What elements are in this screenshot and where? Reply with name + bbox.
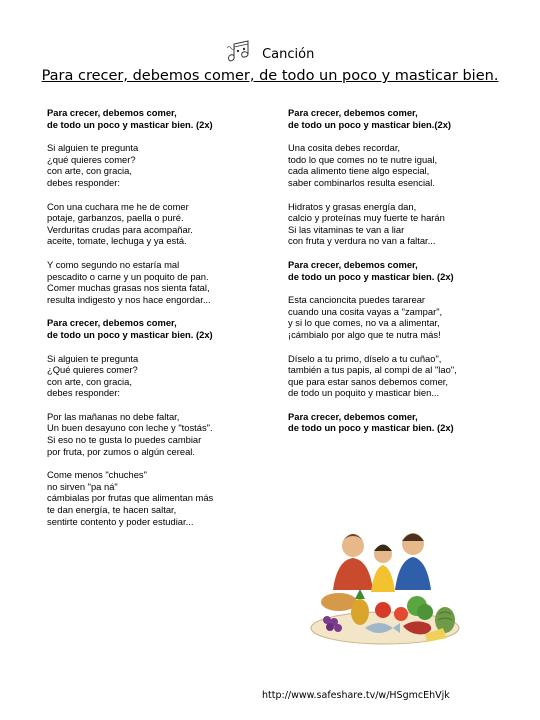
lyric-line: Para crecer, debemos comer, bbox=[47, 107, 177, 118]
lyric-line: ¿Qué quieres comer? bbox=[47, 364, 138, 376]
lyric-line: no sirven "pa ná" bbox=[47, 480, 118, 492]
lyric-line: que para estar sanos debemos comer, bbox=[288, 375, 448, 387]
lyric-line: de todo un poquito y masticar bien... bbox=[288, 387, 440, 399]
lyric-line: Si alguien te pregunta bbox=[47, 352, 139, 364]
lyric-line: Esta cancioncita puedes tararear bbox=[288, 294, 426, 306]
lyric-line: de todo un poco y masticar bien. (2x) bbox=[288, 422, 454, 434]
lyric-line: pescadito o carne y un poquito de pan. bbox=[47, 270, 209, 282]
verse-stanza bbox=[47, 353, 262, 399]
lyric-line: Comer muchas grasas nos sienta fatal, bbox=[47, 282, 210, 294]
page-title: Para crecer, debemos comer, de todo un poco y masticar bien. bbox=[41, 68, 499, 84]
verse-stanza bbox=[288, 353, 500, 399]
lyric-line: Un buen desayuno con leche y "tostás". bbox=[47, 422, 213, 434]
chorus-stanza bbox=[47, 317, 262, 340]
verse-stanza bbox=[47, 259, 262, 305]
lyric-line: Para crecer, debemos comer, bbox=[288, 258, 418, 270]
song-header bbox=[0, 40, 540, 69]
lyric-line: sentirte contento y poder estudiar... bbox=[47, 515, 194, 527]
lyric-line: de todo un poco y masticar bien. (2x) bbox=[47, 118, 213, 130]
lyric-line: resulta indigesto y nos hace engordar... bbox=[47, 293, 211, 305]
chorus-stanza bbox=[47, 107, 262, 130]
lyric-line: Si las vitaminas te van a liar bbox=[288, 223, 405, 235]
right-lyrics-column bbox=[288, 107, 500, 446]
lyric-line: Con una cuchara me he de comer bbox=[47, 200, 189, 212]
lyric-line: Por las mañanas no debe faltar, bbox=[47, 410, 180, 422]
lyric-line: con arte, con gracia, bbox=[47, 375, 132, 387]
left-lyrics-column bbox=[47, 107, 262, 539]
lyric-line: Para crecer, debemos comer, bbox=[288, 107, 418, 118]
verse-stanza bbox=[47, 469, 262, 527]
lyric-line: aceite, tomate, lechuga y ya está. bbox=[47, 235, 187, 247]
lyric-line: de todo un poco y masticar bien.(2x) bbox=[288, 118, 452, 130]
lyric-line: Verduritas crudas para acompañar. bbox=[47, 223, 193, 235]
lyric-line: calcio y proteínas muy fuerte te harán bbox=[288, 212, 445, 224]
lyric-line: te dan energía, te hacen saltar, bbox=[47, 504, 177, 516]
lyric-line: Para crecer, debemos comer, bbox=[47, 317, 177, 329]
lyric-line: todo lo que comes no te nutre igual, bbox=[288, 153, 438, 165]
verse-stanza bbox=[288, 201, 500, 247]
lyric-line: Díselo a tu primo, díselo a tu cuñao", bbox=[288, 352, 442, 364]
verse-stanza bbox=[288, 294, 500, 340]
lyric-line: ¡cámbialo por algo que te nutra más! bbox=[288, 328, 441, 340]
lyric-line: saber combinarlos resulta esencial. bbox=[288, 176, 435, 188]
source-link[interactable]: http://www.safeshare.tv/w/HSgmcEhVjk bbox=[262, 690, 450, 701]
lyric-line: potaje, garbanzos, paella o puré. bbox=[47, 212, 184, 224]
lyric-line: también a tus papis, al compi de al "lao", bbox=[288, 364, 457, 376]
lyric-line: cámbialas por frutas que alimentan más bbox=[47, 492, 214, 504]
lyric-line: debes responder: bbox=[47, 387, 120, 399]
lyric-line: Una cosita debes recordar, bbox=[288, 142, 401, 154]
family-food-illustration bbox=[305, 520, 465, 650]
chorus-stanza bbox=[288, 107, 500, 130]
lyric-line: por fruta, por zumos o algún cereal. bbox=[47, 445, 195, 457]
verse-stanza bbox=[47, 201, 262, 247]
lyric-line: con arte, con gracia, bbox=[47, 165, 132, 177]
lyric-line: Si alguien te pregunta bbox=[47, 142, 139, 154]
verse-stanza bbox=[288, 142, 500, 188]
verse-stanza bbox=[47, 411, 262, 457]
lyric-line: Para crecer, debemos comer, bbox=[288, 410, 418, 422]
lyric-line: debes responder: bbox=[47, 176, 120, 188]
lyric-line: de todo un poco y masticar bien. (2x) bbox=[47, 328, 213, 340]
lyric-line: Y como segundo no estaría mal bbox=[47, 258, 180, 270]
lyric-line: Hidratos y grasas energía dan, bbox=[288, 200, 417, 212]
song-label: Canción bbox=[262, 47, 315, 62]
music-notes-icon bbox=[226, 40, 252, 69]
lyric-line: con fruta y verdura no van a faltar... bbox=[288, 235, 436, 247]
verse-stanza bbox=[47, 142, 262, 188]
lyric-line: cada alimento tiene algo especial, bbox=[288, 165, 430, 177]
lyric-line: Come menos "chuches" bbox=[47, 469, 147, 481]
lyric-line: Si eso no te gusta lo puedes cambiar bbox=[47, 434, 202, 446]
chorus-stanza bbox=[288, 411, 500, 434]
lyric-line: ¿qué quieres comer? bbox=[47, 153, 136, 165]
lyric-line: cuando una cosita vayas a "zampar", bbox=[288, 305, 443, 317]
chorus-stanza bbox=[288, 259, 500, 282]
lyric-line: y si lo que comes, no va a alimentar, bbox=[288, 317, 440, 329]
lyric-line: de todo un poco y masticar bien. (2x) bbox=[288, 270, 454, 282]
